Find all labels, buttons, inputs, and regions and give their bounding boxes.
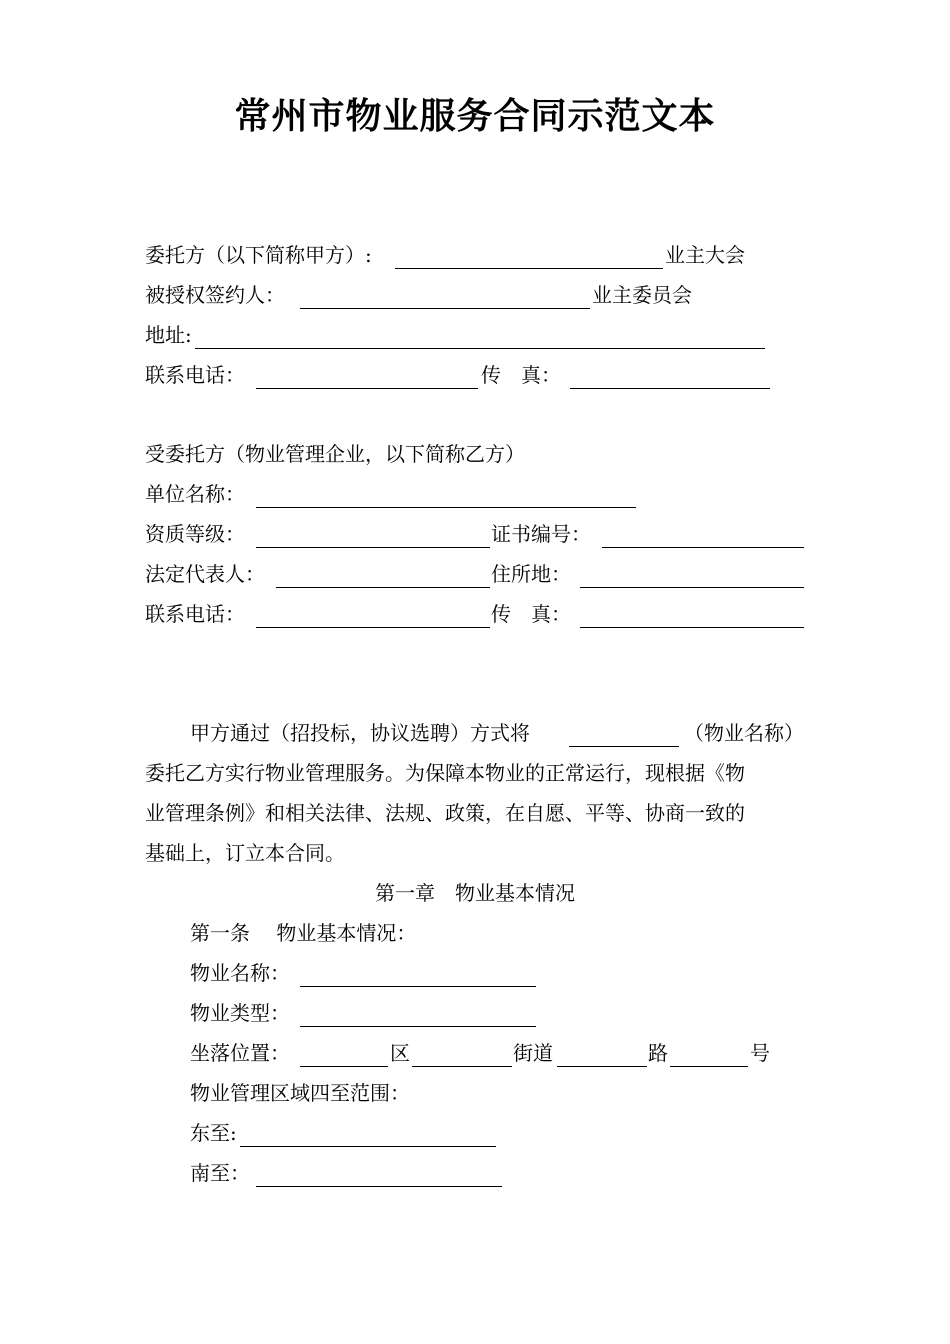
- party-a-address-field[interactable]: [195, 348, 765, 349]
- qualification-label: 资质等级：: [145, 522, 245, 546]
- south-field[interactable]: [256, 1186, 502, 1187]
- signatory-suffix: 业主委员会: [592, 283, 692, 307]
- property-type-field[interactable]: [300, 1026, 536, 1027]
- signatory-label: 被授权签约人：: [145, 283, 285, 307]
- party-a-fax-field[interactable]: [570, 388, 770, 389]
- party-a-suffix: 业主大会: [665, 243, 745, 267]
- district-text: 区: [390, 1041, 410, 1065]
- certificate-label: 证书编号：: [491, 522, 591, 546]
- number-text: 号: [750, 1041, 770, 1065]
- party-a-address-label: 地址:: [145, 323, 192, 347]
- intro-line1-b: （物业名称）: [684, 721, 804, 745]
- property-name-blank[interactable]: [569, 746, 679, 747]
- chapter1-heading: 第一章 物业基本情况: [375, 881, 575, 905]
- street-field[interactable]: [412, 1066, 512, 1067]
- intro-line3: 业管理条例》和相关法律、法规、政策，在自愿、平等、协商一致的: [145, 801, 745, 825]
- certificate-field[interactable]: [602, 547, 804, 548]
- party-b-phone-field[interactable]: [256, 627, 490, 628]
- scope-label: 物业管理区域四至范围：: [190, 1081, 410, 1105]
- residence-label: 住所地：: [491, 562, 571, 586]
- party-a-fax-label: 传 真：: [481, 363, 561, 387]
- party-b-fax-label: 传 真：: [491, 602, 571, 626]
- party-b-fax-field[interactable]: [580, 627, 804, 628]
- party-a-label: 委托方（以下简称甲方）:: [145, 243, 372, 267]
- location-label: 坐落位置：: [190, 1041, 290, 1065]
- intro-line2: 委托乙方实行物业管理服务。为保障本物业的正常运行，现根据《物: [145, 761, 745, 785]
- intro-line4: 基础上，订立本合同。: [145, 841, 345, 865]
- property-name-label: 物业名称：: [190, 961, 290, 985]
- east-field[interactable]: [240, 1146, 496, 1147]
- qualification-field[interactable]: [256, 547, 490, 548]
- south-label: 南至：: [190, 1161, 250, 1185]
- party-a-phone-label: 联系电话：: [145, 363, 245, 387]
- legal-rep-field[interactable]: [276, 587, 490, 588]
- number-field[interactable]: [670, 1066, 748, 1067]
- road-text: 路: [648, 1041, 668, 1065]
- residence-field[interactable]: [580, 587, 804, 588]
- street-text: 街道: [513, 1041, 553, 1065]
- signatory-field[interactable]: [300, 308, 590, 309]
- district-field[interactable]: [300, 1066, 388, 1067]
- legal-rep-label: 法定代表人：: [145, 562, 265, 586]
- east-label: 东至:: [190, 1121, 237, 1145]
- company-name-label: 单位名称：: [145, 482, 245, 506]
- intro-line1-a: 甲方通过（招投标，协议选聘）方式将: [190, 721, 530, 745]
- document-title: 常州市物业服务合同示范文本: [234, 95, 716, 137]
- property-name-field[interactable]: [300, 986, 536, 987]
- road-field[interactable]: [557, 1066, 647, 1067]
- party-b-heading: 受委托方（物业管理企业，以下简称乙方）: [145, 442, 525, 466]
- company-name-field[interactable]: [256, 507, 636, 508]
- party-a-name-field[interactable]: [395, 268, 663, 269]
- property-type-label: 物业类型：: [190, 1001, 290, 1025]
- party-b-phone-label: 联系电话：: [145, 602, 245, 626]
- party-a-phone-field[interactable]: [256, 388, 478, 389]
- article1: 第一条 物业基本情况：: [190, 921, 417, 945]
